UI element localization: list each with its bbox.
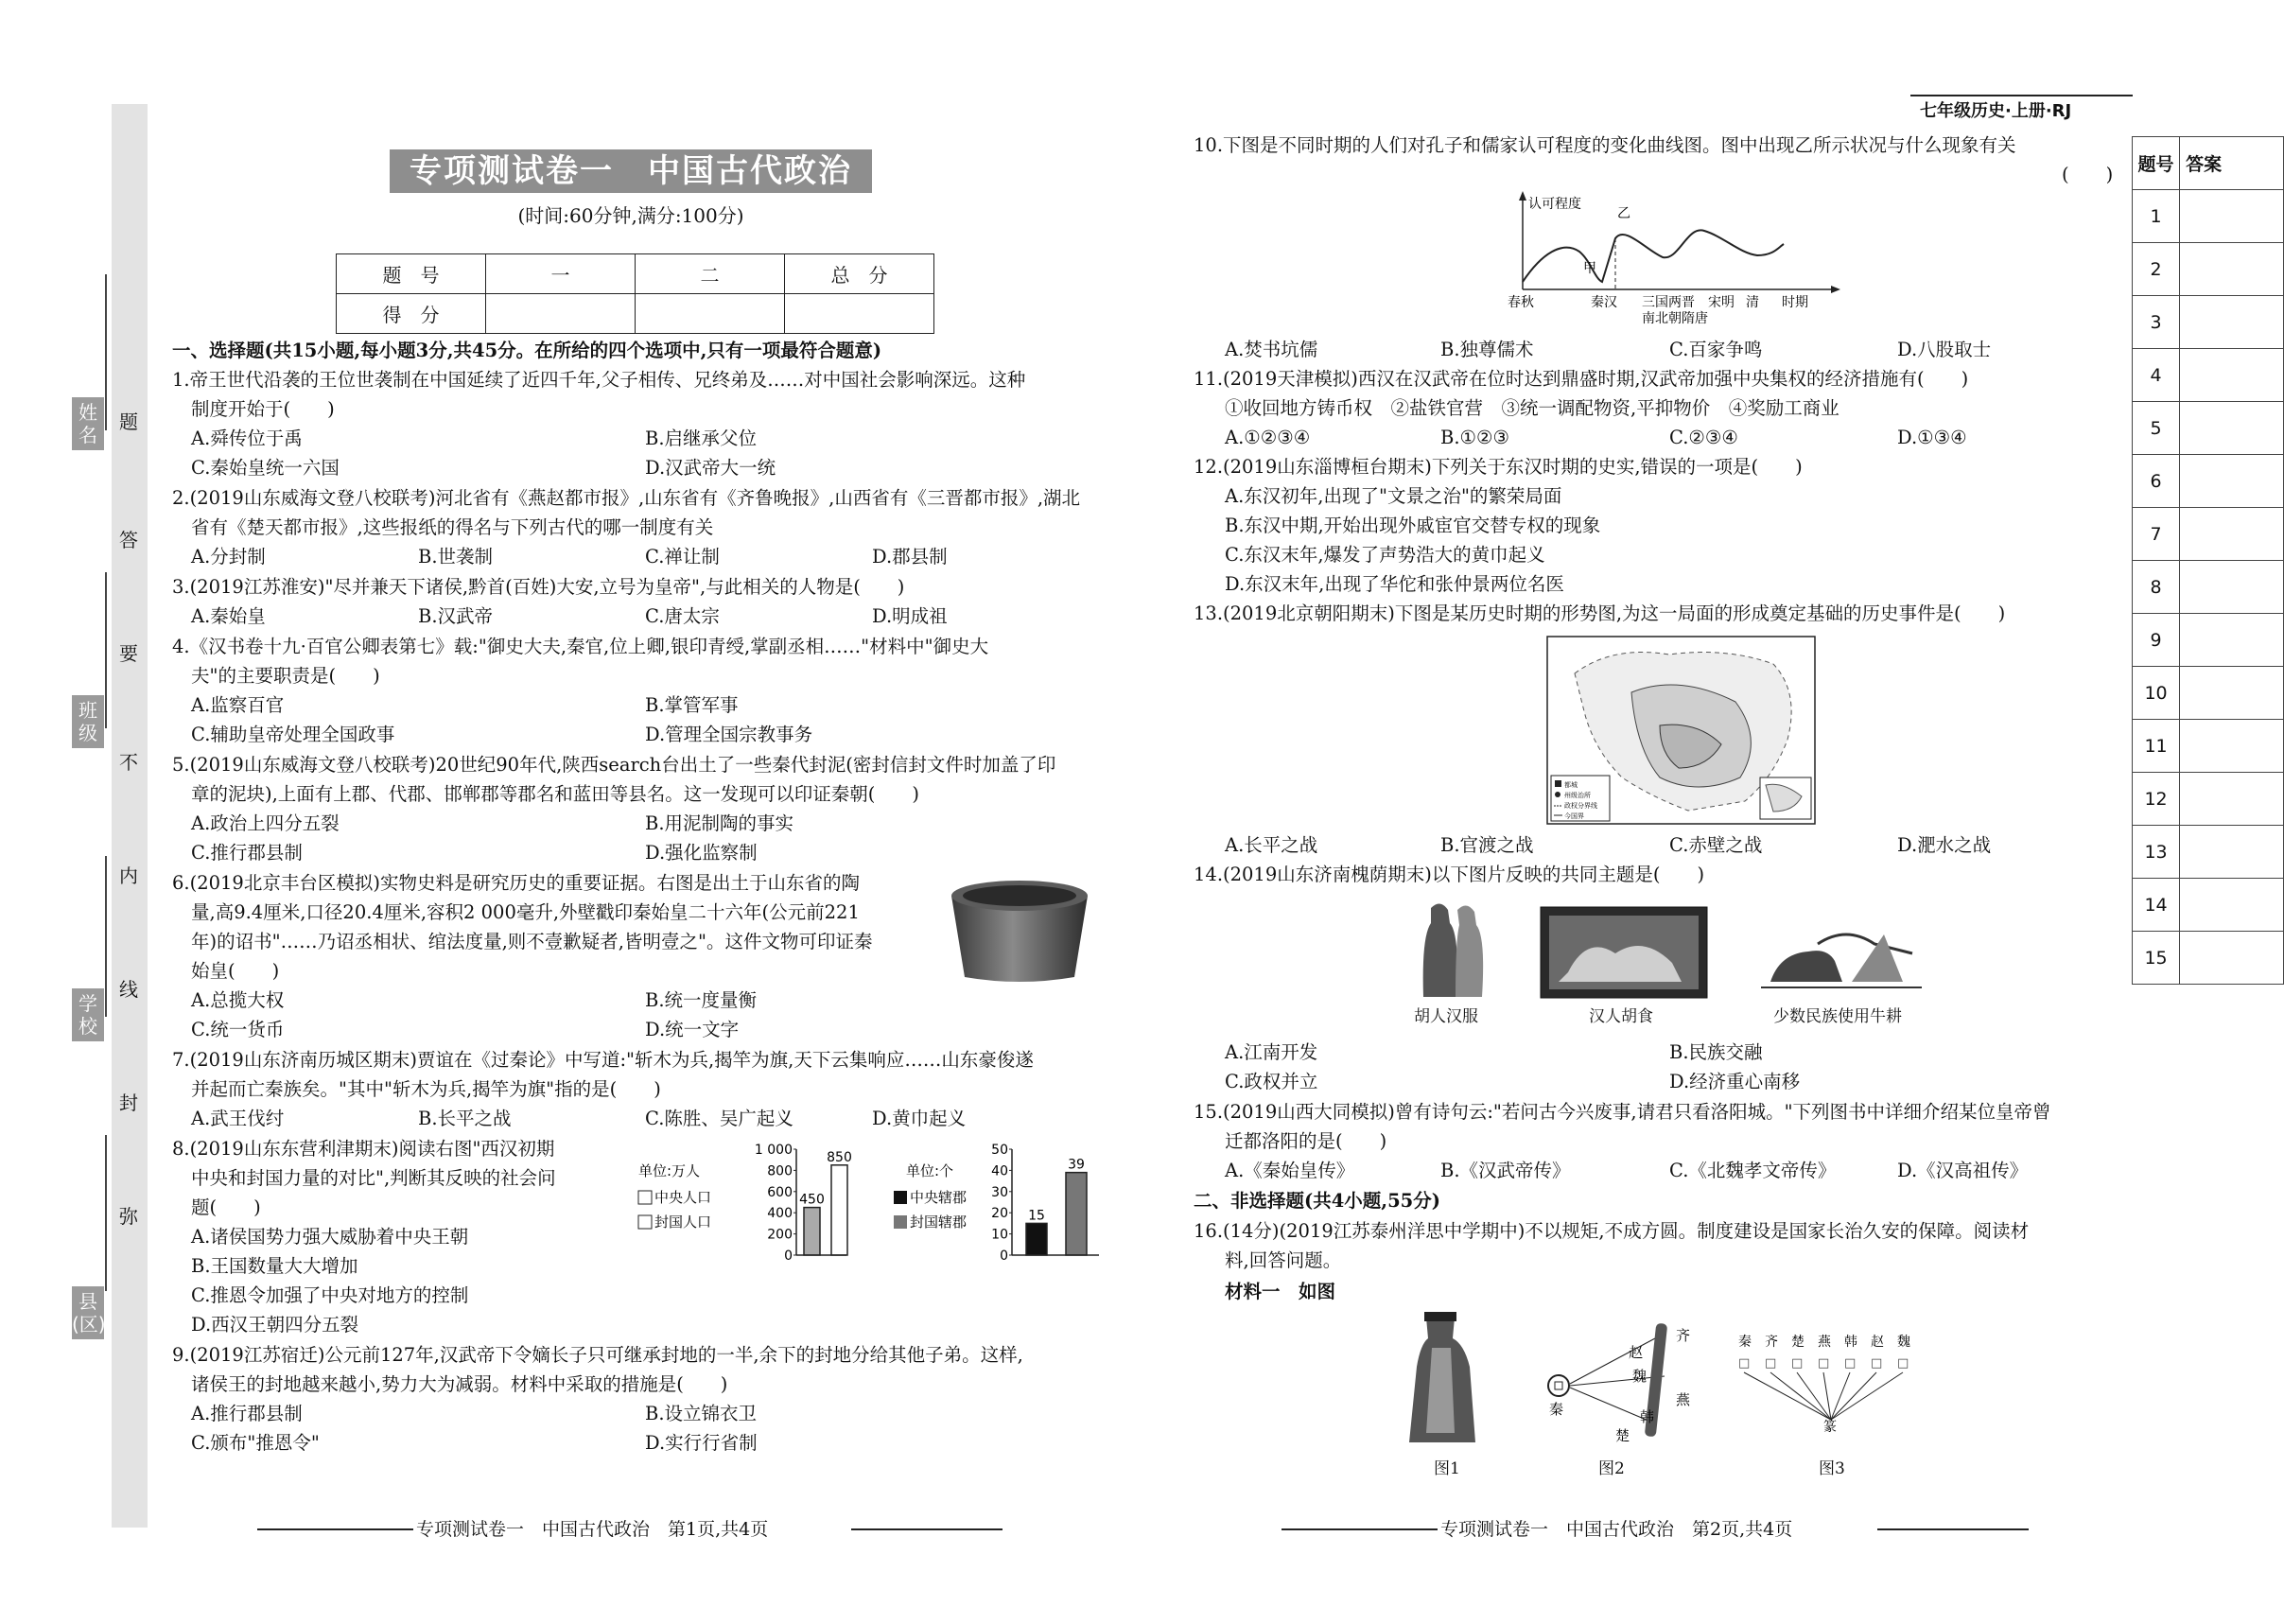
- option-d[interactable]: D.汉武帝大一统: [645, 457, 776, 479]
- option-c[interactable]: C.陈胜、吴广起义: [645, 1108, 793, 1129]
- question-text: 12.(2019山东淄博桓台期末)下列关于东汉时期的史实,错误的一项是( ): [1194, 456, 1803, 478]
- hu-people-han-clothing-image: [1414, 899, 1490, 1003]
- bar-value-label: 850: [827, 1149, 852, 1165]
- option-b[interactable]: B.东汉中期,开始出现外戚宦官交替专权的现象: [1225, 515, 1601, 536]
- tick-label: 1 000: [754, 1143, 793, 1158]
- answer-number: 8: [2133, 561, 2180, 614]
- score-cell[interactable]: [486, 294, 636, 334]
- state-label: 秦: [1738, 1335, 1752, 1350]
- material-label: 材料一 如图: [1225, 1281, 1336, 1302]
- class-label: 班级: [72, 695, 104, 748]
- answer-row: [2133, 614, 2284, 667]
- footer-right: 专项测试卷一 中国古代政治 第2页,共4页: [1440, 1519, 1793, 1540]
- state-label: 楚: [1615, 1427, 1630, 1444]
- convergence-line: [1823, 1372, 1831, 1420]
- answer-number: 7: [2133, 508, 2180, 561]
- answer-number: 10: [2133, 667, 2180, 720]
- option-a[interactable]: A.武王伐纣: [191, 1108, 285, 1129]
- answer-row: [2133, 773, 2284, 826]
- bar: [804, 1208, 820, 1255]
- question-text: ( ): [2062, 164, 2114, 185]
- section-heading: 一、选择题(共15小题,每小题3分,共45分。在所给的四个选项中,只有一项最符合题意): [172, 340, 882, 361]
- answer-cell[interactable]: [2180, 508, 2284, 561]
- answer-number: 2: [2133, 243, 2180, 296]
- option-a[interactable]: A.①②③④: [1225, 427, 1311, 448]
- state-script-glyph: □: [1738, 1356, 1751, 1371]
- question-text: 6.(2019北京丰台区模拟)实物史料是研究历史的重要证据。右图是出土于山东省的陶: [172, 872, 860, 894]
- bar: [831, 1165, 847, 1255]
- option-d[interactable]: D.八股取士: [1897, 339, 1992, 360]
- question-text: 11.(2019天津模拟)西汉在汉武帝在位时达到鼎盛时期,汉武帝加强中央集权的经济措施有( ): [1194, 368, 1969, 390]
- convergence-line: [1797, 1372, 1831, 1420]
- option-d[interactable]: D.西汉王朝四分五裂: [191, 1314, 359, 1336]
- option-a[interactable]: A.焚书坑儒: [1225, 339, 1318, 360]
- tick-label: 0: [1000, 1249, 1008, 1264]
- seal-char: 内: [119, 864, 138, 887]
- answer-row: [2133, 243, 2284, 296]
- answer-number: 5: [2133, 402, 2180, 455]
- question-text: 13.(2019北京朝阳期末)下图是某历史时期的形势图,为这一局面的形成奠定基础的历史事件是( ): [1194, 602, 2006, 624]
- question-text: 4.《汉书卷十九·百官公卿表第七》载:"御史大夫,秦官,位上卿,银印青绶,掌副丞相……"材料中"御史大: [172, 636, 989, 657]
- state-script-glyph: □: [1897, 1356, 1909, 1371]
- option-a[interactable]: A.东汉初年,出现了"文景之治"的繁荣局面: [1225, 485, 1562, 507]
- tick-label: 30: [991, 1184, 1008, 1200]
- option-d[interactable]: D.黄巾起义: [872, 1108, 967, 1129]
- legend-label: 中央人口: [654, 1189, 712, 1206]
- x-tick: 秦汉: [1591, 295, 1617, 310]
- score-header: 题 号: [337, 254, 486, 294]
- question-text: 3.(2019江苏淮安)"尽并兼天下诸侯,黔首(百姓)大安,立号为皇帝",与此相关的人物是( ): [172, 576, 905, 598]
- question-text: 1.帝王世代沿袭的王位世袭制在中国延续了近四千年,父子相传、兄终弟及……对中国社会影响深远。这种: [172, 369, 1026, 391]
- population-bar-chart: [634, 1140, 852, 1264]
- seal-char: 答: [119, 529, 138, 551]
- legend-label: 中央辖郡: [910, 1189, 968, 1206]
- bar-value-label: 450: [799, 1192, 825, 1208]
- state-script-glyph: □: [1871, 1356, 1883, 1371]
- answer-row: [2133, 667, 2284, 720]
- state-label: 齐: [1676, 1327, 1691, 1344]
- option-a[interactable]: A.长平之战: [1225, 834, 1318, 856]
- answer-row: [2133, 879, 2284, 932]
- convergence-line: [1744, 1372, 1831, 1420]
- seal-script-glyph: 篆: [1823, 1420, 1837, 1435]
- tick-label: 20: [991, 1206, 1008, 1222]
- state-script-glyph: □: [1765, 1356, 1777, 1371]
- question-text: 并起而亡秦族矣。"其中"斩木为兵,揭竿为旗"指的是( ): [191, 1078, 661, 1100]
- answer-cell[interactable]: [2180, 614, 2284, 667]
- answer-number: 3: [2133, 296, 2180, 349]
- question-text: 16.(14分)(2019江苏泰州洋思中学期中)不以规矩,不成方圆。制度建设是国家长治久安的保障。阅读材: [1194, 1220, 2030, 1242]
- margin-line: [105, 274, 107, 430]
- answer-row: [2133, 455, 2284, 508]
- option-b[interactable]: B.统一度量衡: [645, 989, 758, 1011]
- margin-line: [105, 572, 107, 728]
- answer-number: 4: [2133, 349, 2180, 402]
- option-b[interactable]: B.启继承父位: [645, 428, 758, 449]
- convergence-line: [1831, 1372, 1876, 1420]
- option-d[interactable]: D.郡县制: [872, 546, 948, 568]
- option-b[interactable]: B.长平之战: [418, 1108, 512, 1129]
- footer-left: 专项测试卷一 中国古代政治 第1页,共4页: [416, 1519, 769, 1540]
- image-caption: 汉人胡食: [1589, 1007, 1653, 1026]
- ethnic-ox-plough-image: [1761, 906, 1922, 999]
- answer-number: 6: [2133, 455, 2180, 508]
- tick-label: 40: [991, 1163, 1008, 1179]
- legend-label: 封国人口: [654, 1214, 712, 1231]
- mark-yi: 乙: [1617, 206, 1630, 221]
- answer-cell[interactable]: [2180, 455, 2284, 508]
- tick-label: 10: [991, 1227, 1008, 1243]
- option-d[interactable]: D.东汉末年,出现了华佗和张仲景两位名医: [1225, 573, 1564, 595]
- option-b[interactable]: B.王国数量大大增加: [191, 1255, 358, 1277]
- option-b[interactable]: B.掌管军事: [645, 694, 739, 716]
- answer-number: 12: [2133, 773, 2180, 826]
- tick-label: 0: [784, 1249, 793, 1264]
- option-d[interactable]: D.管理全国宗教事务: [645, 724, 813, 745]
- question-text: 制度开始于( ): [191, 398, 335, 420]
- score-header: 二: [636, 254, 785, 294]
- option-d[interactable]: D.①③④: [1897, 427, 1967, 448]
- tick-label: 400: [767, 1206, 793, 1222]
- option-b[interactable]: B.设立锦衣卫: [645, 1403, 758, 1424]
- emperor-figure-image: [1398, 1310, 1483, 1452]
- margin-line: [105, 1135, 107, 1291]
- option-a[interactable]: A.秦始皇: [191, 605, 266, 627]
- school-label: 学校: [72, 988, 104, 1041]
- page-title: 专项测试卷一 中国古代政治: [390, 149, 872, 193]
- option-d[interactable]: D.淝水之战: [1897, 834, 1992, 856]
- option-a[interactable]: A.总揽大权: [191, 989, 285, 1011]
- state-label: 楚: [1791, 1335, 1805, 1350]
- pottery-measure-image: [944, 875, 1095, 987]
- question-text: 章的泥块),上面有上郡、代郡、邯郸郡等郡名和蓝田等县名。这一发现可以印证秦朝( ): [191, 783, 920, 805]
- bar-value-label: 39: [1068, 1157, 1085, 1173]
- legend-swatch-central: [638, 1191, 652, 1204]
- option-a[interactable]: A.分封制: [191, 546, 266, 568]
- state-label: 齐: [1765, 1335, 1778, 1350]
- curve-line: [1523, 230, 1784, 282]
- bar: [1026, 1223, 1047, 1255]
- answer-cell[interactable]: [2180, 296, 2284, 349]
- answer-cell[interactable]: [2180, 879, 2284, 932]
- x-tick: 春秋: [1508, 295, 1534, 310]
- bar: [1066, 1173, 1087, 1255]
- binding-margin: [112, 104, 148, 1528]
- x-tick: 时期: [1782, 295, 1808, 310]
- option-a[interactable]: A.推行郡县制: [191, 1403, 303, 1424]
- answer-cell[interactable]: [2180, 720, 2284, 773]
- x-tick: 清: [1746, 295, 1759, 310]
- y-label: 认可程度: [1528, 197, 1581, 212]
- option-d[interactable]: D.经济重心南移: [1669, 1071, 1801, 1092]
- unification-diagram: [1542, 1319, 1698, 1447]
- answer-row: [2133, 402, 2284, 455]
- script-unification-diagram: [1729, 1329, 1927, 1447]
- option-a[interactable]: A.《秦始皇传》: [1225, 1160, 1355, 1181]
- bar-value-label: 15: [1028, 1208, 1045, 1224]
- answer-cell[interactable]: [2180, 402, 2284, 455]
- x-tick: 宋明: [1708, 295, 1735, 310]
- answer-row: [2133, 508, 2284, 561]
- y-axis-arrow: [1519, 191, 1526, 201]
- figure-caption: 图3: [1819, 1459, 1845, 1478]
- score-cell[interactable]: [636, 294, 785, 334]
- footer-rule: [1281, 1528, 1438, 1530]
- answer-grid-header: 答案: [2180, 137, 2284, 190]
- option-c[interactable]: C.②③④: [1669, 427, 1738, 448]
- section-heading: 二、非选择题(共4小题,55分): [1194, 1190, 1440, 1212]
- option-b[interactable]: B.官渡之战: [1440, 834, 1534, 856]
- score-row-label: 得 分: [337, 294, 486, 334]
- question-text: 省有《楚天都市报》,这些报纸的得名与下列古代的哪一制度有关: [191, 516, 714, 538]
- answer-number: 14: [2133, 879, 2180, 932]
- question-text: 始皇( ): [191, 960, 280, 982]
- x-tick: 三国两晋: [1642, 295, 1695, 310]
- score-cell[interactable]: [785, 294, 934, 334]
- option-c[interactable]: C.赤壁之战: [1669, 834, 1763, 856]
- answer-cell[interactable]: [2180, 561, 2284, 614]
- option-c[interactable]: C.推行郡县制: [191, 842, 303, 864]
- answer-row: [2133, 932, 2284, 985]
- state-label: 秦: [1549, 1401, 1564, 1418]
- option-a[interactable]: A.政治上四分五裂: [191, 812, 340, 834]
- question-text: 量,高9.4厘米,口径20.4厘米,容积2 000毫升,外壁戳印秦始皇二十六年(公元前221: [191, 901, 860, 923]
- page-subtitle: (时间:60分钟,满分:100分): [517, 204, 744, 227]
- county-label: 县(区): [72, 1286, 104, 1339]
- convergence-line: [1831, 1372, 1850, 1420]
- option-d[interactable]: D.《汉高祖传》: [1897, 1160, 2029, 1181]
- historical-map: [1546, 636, 1816, 825]
- seal-char: 弥: [119, 1205, 138, 1228]
- answer-grid: [2132, 136, 2284, 985]
- answer-cell[interactable]: [2180, 773, 2284, 826]
- answer-row: [2133, 190, 2284, 243]
- state-script-glyph: □: [1791, 1356, 1804, 1371]
- option-b[interactable]: B.用泥制陶的事实: [645, 812, 794, 834]
- answer-number: 1: [2133, 190, 2180, 243]
- question-text: 夫"的主要职责是( ): [191, 665, 380, 687]
- map-legend: 今国界: [1564, 812, 1584, 820]
- option-c[interactable]: C.推恩令加强了中央对地方的控制: [191, 1284, 469, 1306]
- answer-row: [2133, 720, 2284, 773]
- question-text: 14.(2019山东济南槐荫期末)以下图片反映的共同主题是( ): [1194, 864, 1705, 885]
- option-c[interactable]: C.禅让制: [645, 546, 720, 568]
- option-c[interactable]: C.政权并立: [1225, 1071, 1318, 1092]
- question-text: 诸侯王的封地越来越小,势力大为减弱。材料中采取的措施是( ): [191, 1373, 728, 1395]
- question-text: 题( ): [191, 1196, 261, 1218]
- option-c[interactable]: C.颁布"推恩令": [191, 1432, 320, 1454]
- state-label: 魏: [1632, 1368, 1648, 1385]
- option-d[interactable]: D.强化监察制: [645, 842, 758, 864]
- option-c[interactable]: C.唐太宗: [645, 605, 720, 627]
- question-text: 15.(2019山西大同模拟)曾有诗句云:"若问古今兴废事,请君只看洛阳城。"下列图书中详细介绍某位皇帝曾: [1194, 1101, 2051, 1123]
- seal-char: 线: [119, 978, 138, 1001]
- name-label: 姓名: [72, 397, 104, 450]
- x-tick: 南北朝隋唐: [1642, 311, 1708, 326]
- answer-cell[interactable]: [2180, 932, 2284, 985]
- answer-number: 15: [2133, 932, 2180, 985]
- map-legend: 政权分界线: [1564, 802, 1597, 810]
- option-c[interactable]: C.东汉末年,爆发了声势浩大的黄巾起义: [1225, 544, 1545, 566]
- mark-jia: 甲: [1583, 261, 1596, 276]
- state-label: 赵: [1871, 1335, 1884, 1350]
- chart-unit: 单位:个: [906, 1162, 954, 1179]
- score-table: [336, 253, 934, 334]
- answer-number: 11: [2133, 720, 2180, 773]
- answer-cell[interactable]: [2180, 667, 2284, 720]
- option-b[interactable]: B.独尊儒术: [1440, 339, 1534, 360]
- state-label: 韩: [1640, 1408, 1655, 1425]
- seal-char: 要: [119, 642, 138, 665]
- seal-char: 题: [119, 410, 138, 433]
- state-script-glyph: □: [1818, 1356, 1830, 1371]
- question-text: 8.(2019山东东营利津期末)阅读右图"西汉初期: [172, 1138, 555, 1160]
- option-c[interactable]: C.百家争鸣: [1669, 339, 1763, 360]
- question-text: 7.(2019山东济南历城区期末)贾谊在《过秦论》中写道:"斩木为兵,揭竿为旗,天下云集响应……山东豪俊遂: [172, 1049, 1034, 1071]
- answer-cell[interactable]: [2180, 826, 2284, 879]
- tick-label: 600: [767, 1184, 793, 1200]
- option-a[interactable]: A.江南开发: [1225, 1041, 1318, 1063]
- option-c[interactable]: C.秦始皇统一六国: [191, 457, 340, 479]
- option-b[interactable]: B.《汉武帝传》: [1440, 1160, 1571, 1181]
- question-text: 2.(2019山东威海文登八校联考)河北省有《燕赵都市报》,山东省有《齐鲁晚报》,山西省有《三晋都市报》,湖北: [172, 487, 1081, 509]
- option-a[interactable]: A.诸侯国势力强大威胁着中央王朝: [191, 1226, 469, 1248]
- option-d[interactable]: D.实行行省制: [645, 1432, 758, 1454]
- figure-caption: 图2: [1598, 1459, 1625, 1478]
- option-c[interactable]: C.《北魏孝文帝传》: [1669, 1160, 1837, 1181]
- option-a[interactable]: A.监察百官: [191, 694, 285, 716]
- state-label: 燕: [1818, 1335, 1831, 1350]
- jun-bar-chart: [889, 1140, 1102, 1263]
- score-header: 总 分: [785, 254, 934, 294]
- answer-row: [2133, 826, 2284, 879]
- option-b[interactable]: B.汉武帝: [418, 605, 494, 627]
- legend-swatch-vassal: [638, 1215, 652, 1229]
- option-b[interactable]: B.①②③: [1440, 427, 1509, 448]
- convergence-line: [1831, 1372, 1903, 1420]
- question-text: ①收回地方铸币权 ②盐铁官营 ③统一调配物资,平抑物价 ④奖励工商业: [1225, 397, 1839, 419]
- question-text: 5.(2019山东威海文登八校联考)20世纪90年代,陕西search台出土了一些秦代封泥(密封信封文件时加盖了印: [172, 754, 1056, 776]
- x-axis-arrow: [1831, 286, 1840, 293]
- question-text: 迁都洛阳的是( ): [1225, 1130, 1387, 1152]
- tick-label: 800: [767, 1163, 793, 1179]
- han-people-hu-food-image: [1540, 906, 1708, 999]
- image-caption: 少数民族使用牛耕: [1773, 1007, 1902, 1026]
- answer-cell[interactable]: [2180, 349, 2284, 402]
- map-legend: 都城: [1564, 781, 1578, 789]
- option-d[interactable]: D.统一文字: [645, 1019, 740, 1040]
- answer-cell[interactable]: [2180, 243, 2284, 296]
- answer-number: 13: [2133, 826, 2180, 879]
- question-text: 中央和封国力量的对比",判断其反映的社会问: [191, 1167, 556, 1189]
- tick-label: 200: [767, 1227, 793, 1243]
- option-b[interactable]: B.民族交融: [1669, 1041, 1763, 1063]
- question-text: 9.(2019江苏宿迁)公元前127年,汉武帝下令嫡长子只可继承封地的一半,余下的封地分给其他子弟。这样,: [172, 1344, 1023, 1366]
- margin-line: [105, 856, 107, 1017]
- footer-rule: [851, 1528, 1003, 1530]
- chart-unit: 单位:万人: [638, 1162, 701, 1179]
- option-b[interactable]: B.世袭制: [418, 546, 494, 568]
- option-a[interactable]: A.舜传位于禹: [191, 428, 303, 449]
- question-text: 年)的诏书"……乃诏丞相状、绾法度量,则不壹歉疑者,皆明壹之"。这件文物可印证秦: [191, 931, 873, 952]
- option-c[interactable]: C.统一货币: [191, 1019, 285, 1040]
- legend-swatch-vassal: [894, 1215, 907, 1229]
- question-text: 10.下图是不同时期的人们对孔子和儒家认可程度的变化曲线图。图中出现乙所示状况与什么现象有关: [1194, 134, 2016, 156]
- legend-label: 封国辖郡: [910, 1214, 968, 1231]
- footer-rule: [1877, 1528, 2029, 1530]
- option-d[interactable]: D.明成祖: [872, 605, 948, 627]
- seal-char: 不: [119, 751, 138, 774]
- answer-row: [2133, 349, 2284, 402]
- header-course: 七年级历史·上册·RJ: [1920, 101, 2072, 121]
- answer-grid-header: 题号: [2133, 137, 2180, 190]
- map-legend: 州级治所: [1564, 792, 1591, 799]
- answer-cell[interactable]: [2180, 190, 2284, 243]
- question-text: 料,回答问题。: [1225, 1249, 1342, 1271]
- answer-number: 9: [2133, 614, 2180, 667]
- state-label: 韩: [1844, 1335, 1857, 1350]
- header-rule: [1910, 95, 2133, 96]
- option-c[interactable]: C.辅助皇帝处理全国政事: [191, 724, 395, 745]
- recognition-curve-chart: [1504, 187, 1854, 329]
- seal-char: 封: [119, 1091, 138, 1114]
- state-script-glyph: □: [1844, 1356, 1857, 1371]
- answer-row: [2133, 561, 2284, 614]
- state-label: 燕: [1676, 1391, 1691, 1408]
- score-header: 一: [486, 254, 636, 294]
- answer-row: [2133, 296, 2284, 349]
- figure-caption: 图1: [1434, 1459, 1460, 1478]
- tick-label: 50: [991, 1143, 1008, 1158]
- convergence-line: [1770, 1372, 1831, 1420]
- legend-swatch-central: [894, 1191, 907, 1204]
- state-label: 魏: [1897, 1335, 1910, 1350]
- image-caption: 胡人汉服: [1414, 1007, 1478, 1026]
- footer-rule: [257, 1528, 413, 1530]
- state-label: 赵: [1629, 1344, 1644, 1361]
